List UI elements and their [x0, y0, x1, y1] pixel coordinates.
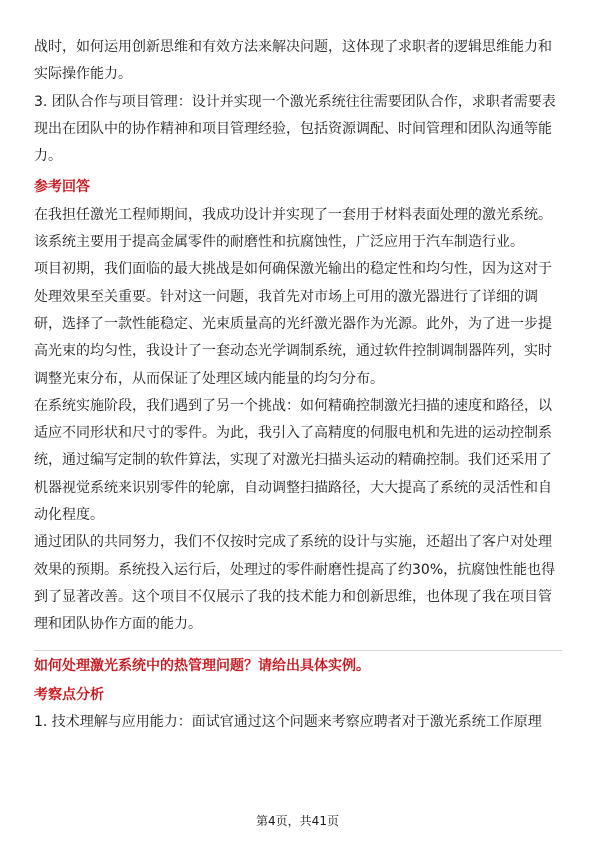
body-paragraph: 3. 团队合作与项目管理：设计并实现一个激光系统往往需要团队合作，求职者需要表现出在团队中的协作精神和项目管理经验，包括资源调配、时间管理和团队沟通等能力。 — [34, 93, 556, 165]
page-number: 第4页，共41页 — [256, 814, 339, 828]
page-content — [34, 34, 562, 736]
question-title: 如何处理激光系统中的热管理问题？请给出具体实例。 — [34, 657, 370, 674]
answer-paragraph: 在系统实施阶段，我们遇到了另一个挑战：如何精确控制激光扫描的速度和路径，以适应不同形状和尺寸的零件。为此，我引入了高精度的伺服电机和先进的运动控制系统，通过编写定制的软件算法，实现了对激光扫描头运动的精确控制。我们还采用了机器视觉系统来识别零件的轮廓，自动调整扫描路径，大大提高了系统的灵活性和自动化程度。 — [34, 397, 552, 524]
section-divider — [34, 650, 562, 651]
answer-paragraph: 在我担任激光工程师期间，我成功设计并实现了一套用于材料表面处理的激光系统。该系统主要用于提高金属零件的耐磨性和抗腐蚀性，广泛应用于汽车制造行业。 — [34, 206, 552, 251]
answer-paragraph: 项目初期，我们面临的最大挑战是如何确保激光输出的稳定性和均匀性，因为这对于处理效果至关重要。针对这一问题，我首先对市场上可用的激光器进行了详细的调研，选择了一款性能稳定、光束质量高的光纤激光器作为光源。此外，为了进一步提高光束的均匀性，我设计了一套动态光学调制系统，通过软件控制调制器阵列，实时调整光束分布，从而保证了处理区域内能量的均匀分布。 — [34, 261, 552, 387]
answer-heading: 参考回答 — [34, 179, 90, 196]
analysis-paragraph: 1. 技术理解与应用能力：面试官通过这个问题来考察应聘者对于激光系统工作原理 — [34, 714, 542, 731]
answer-paragraph: 通过团队的共同努力，我们不仅按时完成了系统的设计与实施，还超出了客户对处理效果的预期。系统投入运行后，处理过的零件耐磨性提高了约30%，抗腐蚀性能也得到了显著改善。这个项目不仅展示了我的技术能力和创新思维，也体现了我在项目管理和团队协作方面的能力。 — [34, 534, 556, 633]
analysis-heading: 考察点分析 — [34, 686, 104, 703]
body-paragraph: 战时，如何运用创新思维和有效方法来解决问题，这体现了求职者的逻辑思维能力和实际操作能力。 — [34, 39, 552, 83]
